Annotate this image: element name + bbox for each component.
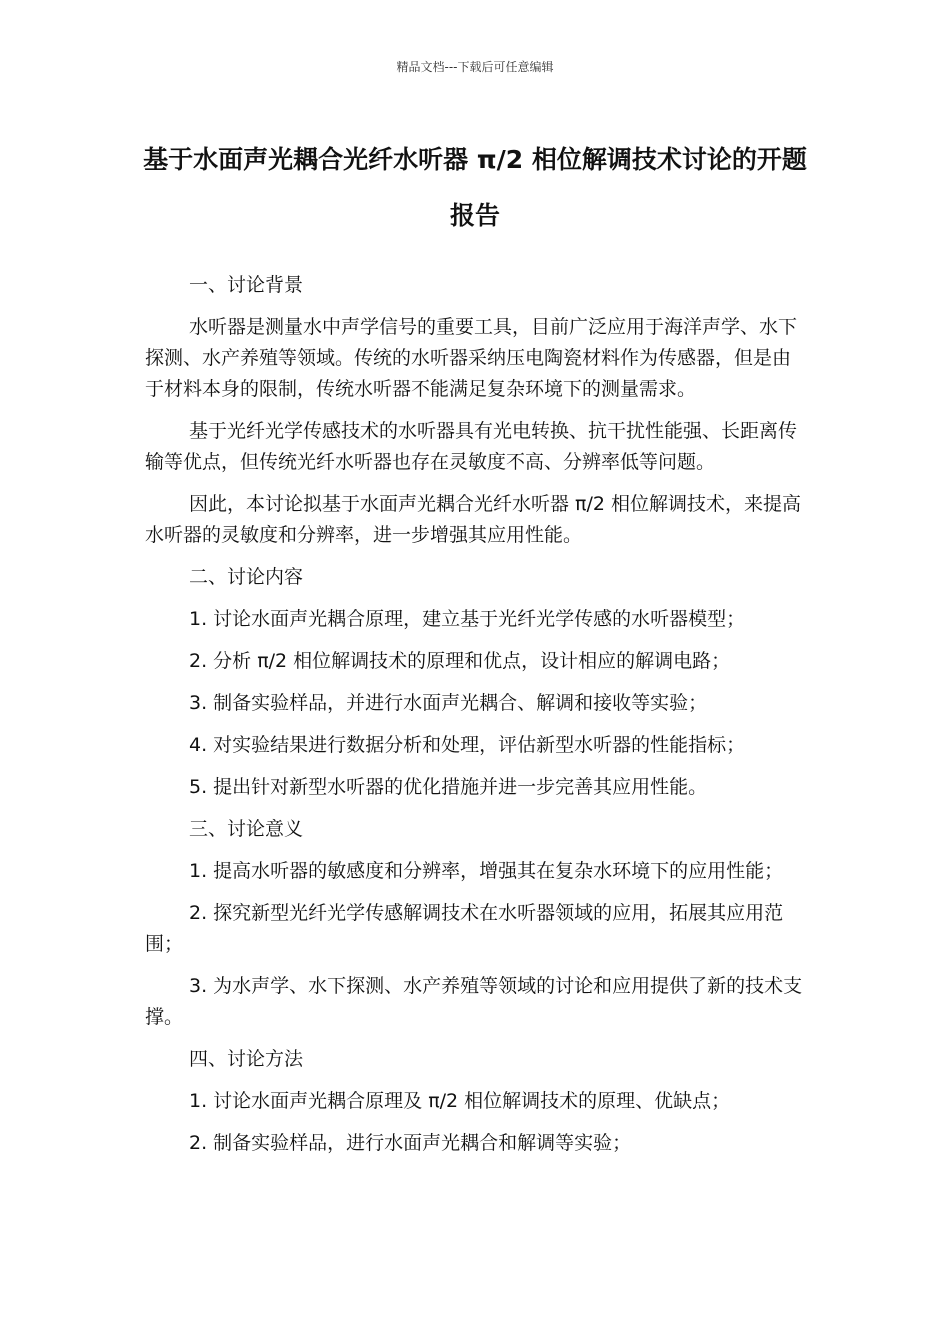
list-item: 3. 为水声学、水下探测、水产养殖等领域的讨论和应用提供了新的技术支撑。 [145, 975, 803, 1028]
section-heading-content: 二、讨论内容 [189, 566, 304, 588]
list-item: 1. 讨论水面声光耦合原理，建立基于光纤光学传感的水听器模型； [189, 608, 746, 630]
header-note: 精品文档---下载后可任意编辑 [396, 60, 554, 74]
paragraph: 基于光纤光学传感技术的水听器具有光电转换、抗干扰性能强、长距离传输等优点，但传统光纤水听器也存在灵敏度不高、分辨率低等问题。 [145, 420, 798, 473]
list-item: 1. 讨论水面声光耦合原理及 π/2 相位解调技术的原理、优缺点； [189, 1090, 731, 1112]
list-item: 4. 对实验结果进行数据分析和处理，评估新型水听器的性能指标； [189, 734, 746, 756]
document-title: 基于水面声光耦合光纤水听器 π/2 相位解调技术讨论的开题报告 [143, 145, 807, 230]
paragraph: 因此，本讨论拟基于水面声光耦合光纤水听器 π/2 相位解调技术，来提高水听器的灵敏度和分辨率，进一步增强其应用性能。 [145, 493, 802, 546]
list-item: 2. 探究新型光纤光学传感解调技术在水听器领域的应用，拓展其应用范围； [145, 902, 784, 955]
list-item: 2. 制备实验样品，进行水面声光耦合和解调等实验； [189, 1132, 632, 1154]
list-item: 5. 提出针对新型水听器的优化措施并进一步完善其应用性能。 [189, 776, 708, 798]
list-item: 1. 提高水听器的敏感度和分辨率，增强其在复杂水环境下的应用性能； [189, 860, 784, 882]
list-item: 3. 制备实验样品，并进行水面声光耦合、解调和接收等实验； [189, 692, 708, 714]
section-heading-significance: 三、讨论意义 [189, 818, 304, 840]
section-heading-background: 一、讨论背景 [189, 274, 304, 296]
paragraph: 水听器是测量水中声学信号的重要工具，目前广泛应用于海洋声学、水下探测、水产养殖等领域。传统的水听器采纳压电陶瓷材料作为传感器，但是由于材料本身的限制，传统水听器不能满足复杂环境下的测量需求。 [145, 316, 798, 400]
document-body [145, 270, 805, 1170]
section-heading-method: 四、讨论方法 [189, 1048, 304, 1070]
list-item: 2. 分析 π/2 相位解调技术的原理和优点，设计相应的解调电路； [189, 650, 731, 672]
